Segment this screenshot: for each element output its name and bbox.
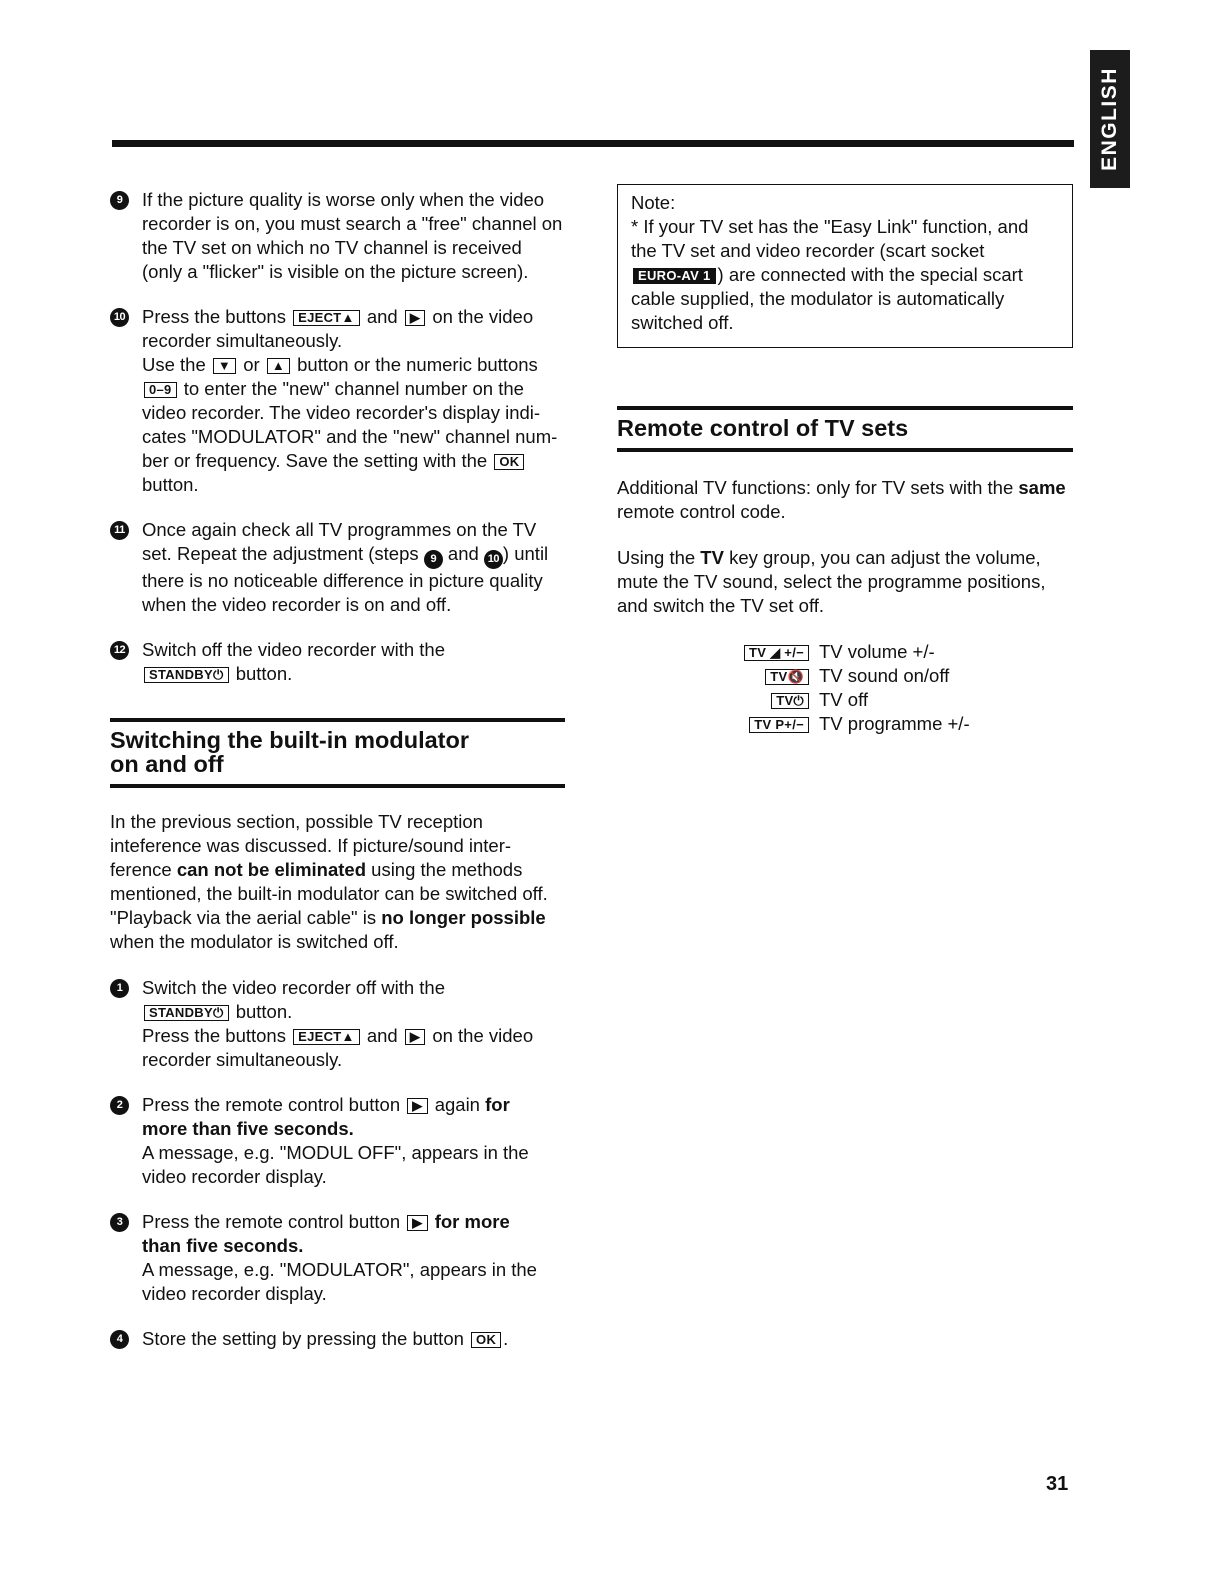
para-text: mentioned, the built-in modulator can be switched off. xyxy=(110,883,548,904)
heading-line: on and off xyxy=(110,751,224,777)
step-number: 9 xyxy=(110,191,129,210)
up-key: ▲ xyxy=(267,358,290,374)
step-number: 11 xyxy=(110,521,129,540)
step-text: video recorder display. xyxy=(142,1283,327,1304)
section-rule xyxy=(110,784,565,788)
section-heading: Remote control of TV sets xyxy=(617,415,909,441)
step-text: Switch the video recorder off with the xyxy=(142,977,446,998)
step-number: 12 xyxy=(110,641,129,660)
step-text: button. xyxy=(235,1001,293,1022)
step-text: Press the buttons xyxy=(142,306,286,327)
language-tab-label: ENGLISH xyxy=(1098,67,1121,171)
euro-av1-key: EURO-AV 1 xyxy=(633,268,716,284)
standby-key: STANDBY⏻ xyxy=(144,667,229,683)
eject-key: EJECT▲ xyxy=(293,1029,360,1045)
para-text: ference xyxy=(110,859,172,880)
standby-key: STANDBY⏻ xyxy=(144,1005,229,1021)
note-text: cable supplied, the modulator is automatically xyxy=(631,288,1005,309)
tv-off-key: TV⏻ xyxy=(771,693,809,709)
remote-key-row xyxy=(689,640,1073,664)
para-text: using the methods xyxy=(371,859,523,880)
remote-key-table xyxy=(689,640,1073,736)
step-text: video recorder display. xyxy=(142,1166,327,1187)
para-text: mute the TV sound, select the programme positions, xyxy=(617,571,1046,592)
step-text: (only a "flicker" is visible on the picture screen). xyxy=(142,261,529,282)
step-text: Press the remote control button xyxy=(142,1094,401,1115)
step-text: Use the xyxy=(142,354,206,375)
step-text: and xyxy=(447,543,479,564)
intro-paragraph xyxy=(110,810,565,954)
tv-programme-key: TV P+/− xyxy=(749,717,809,733)
step-text: video recorder. The video recorder's display indi- xyxy=(142,402,541,423)
step-text: button. xyxy=(142,474,199,495)
remote-key-row xyxy=(689,712,1073,736)
step-2 xyxy=(110,1093,565,1189)
step-bold: for xyxy=(485,1094,510,1115)
remote-key-row xyxy=(689,664,1073,688)
step-text: button. xyxy=(235,663,293,684)
step-text: and xyxy=(366,306,398,327)
step-text: Store the setting by pressing the button xyxy=(142,1328,464,1349)
ok-key: OK xyxy=(471,1332,501,1348)
step-text: recorder simultaneously. xyxy=(142,330,343,351)
remote-key-row xyxy=(689,688,1073,712)
step-text: recorder is on, you must search a "free" channel on xyxy=(142,213,563,234)
play-key: ▶ xyxy=(405,1029,425,1045)
step-text: . xyxy=(503,1328,509,1349)
heading-line: Switching the built-in modulator xyxy=(110,727,469,753)
right-column xyxy=(617,184,1073,736)
step-text: when the video recorder is on and off. xyxy=(142,594,452,615)
note-text: the TV set and video recorder (scart socket xyxy=(631,240,985,261)
tv-mute-key: TV🔇 xyxy=(765,669,809,685)
step-text: again xyxy=(434,1094,480,1115)
para-text: Additional TV functions: only for TV sets with the xyxy=(617,477,1014,498)
tv-keys-paragraph xyxy=(617,546,1073,618)
section-heading xyxy=(110,728,565,776)
remote-key-desc: TV volume +/- xyxy=(819,641,935,662)
para-bold: same xyxy=(1018,477,1066,498)
remote-key-desc: TV off xyxy=(819,689,869,710)
step-text: ber or frequency. Save the setting with the xyxy=(142,450,488,471)
step-text: recorder simultaneously. xyxy=(142,1049,343,1070)
step-text: or xyxy=(243,354,260,375)
remote-key-desc: TV programme +/- xyxy=(819,713,970,734)
step-number: 3 xyxy=(110,1213,129,1232)
ok-key: OK xyxy=(494,454,524,470)
step-number: 1 xyxy=(110,979,129,998)
play-key: ▶ xyxy=(407,1098,427,1114)
step-ref: 9 xyxy=(424,550,443,569)
step-text: and xyxy=(366,1025,398,1046)
step-text: If the picture quality is worse only when the video xyxy=(142,189,545,210)
eject-key: EJECT▲ xyxy=(293,310,360,326)
note-label: Note: xyxy=(631,192,676,213)
note-text: ) are connected with the special scart xyxy=(717,264,1023,285)
step-text: there is no noticeable difference in picture quality xyxy=(142,570,543,591)
step-11 xyxy=(110,518,565,617)
step-text: set. Repeat the adjustment (steps xyxy=(142,543,419,564)
section-rule xyxy=(617,406,1073,410)
play-key: ▶ xyxy=(405,310,425,326)
step-text: A message, e.g. "MODUL OFF", appears in the xyxy=(142,1142,529,1163)
left-column xyxy=(110,188,565,1372)
page-number: 31 xyxy=(1046,1473,1069,1495)
tv-volume-key: TV ◢ +/− xyxy=(744,645,809,661)
play-key: ▶ xyxy=(407,1215,427,1231)
step-text: ) until xyxy=(502,543,549,564)
para-text: key group, you can adjust the volume, xyxy=(729,547,1041,568)
step-bold: more than five seconds. xyxy=(142,1118,354,1139)
step-12 xyxy=(110,638,565,686)
language-tab xyxy=(1090,50,1130,188)
para-text: when the modulator is switched off. xyxy=(110,931,399,952)
step-text: on the video xyxy=(432,1025,534,1046)
step-text: on the video xyxy=(432,306,534,327)
para-text: "Playback via the aerial cable" is xyxy=(110,907,377,928)
step-number: 2 xyxy=(110,1096,129,1115)
step-text: Once again check all TV programmes on the TV xyxy=(142,519,537,540)
step-1 xyxy=(110,976,565,1072)
step-text: Press the buttons xyxy=(142,1025,286,1046)
step-text: A message, e.g. "MODULATOR", appears in the xyxy=(142,1259,537,1280)
step-4 xyxy=(110,1327,565,1351)
step-3 xyxy=(110,1210,565,1306)
remote-key-desc: TV sound on/off xyxy=(819,665,950,686)
note-box xyxy=(617,184,1073,348)
step-text: cates "MODULATOR" and the "new" channel num- xyxy=(142,426,558,447)
step-number: 4 xyxy=(110,1330,129,1349)
step-ref: 10 xyxy=(484,550,503,569)
step-number: 10 xyxy=(110,308,129,327)
step-text: button or the numeric buttons xyxy=(297,354,538,375)
section-rule xyxy=(110,718,565,722)
step-text: to enter the "new" channel number on the xyxy=(183,378,524,399)
para-text: Using the xyxy=(617,547,696,568)
para-text: and switch the TV set off. xyxy=(617,595,825,616)
para-bold: no longer possible xyxy=(381,907,546,928)
step-bold: than five seconds. xyxy=(142,1235,304,1256)
step-bold: for more xyxy=(434,1211,510,1232)
para-bold: can not be eliminated xyxy=(176,859,367,880)
remote-intro-paragraph xyxy=(617,476,1073,524)
numeric-key: 0–9 xyxy=(144,382,177,398)
down-key: ▼ xyxy=(213,358,236,374)
step-text: the TV set on which no TV channel is received xyxy=(142,237,522,258)
step-text: Switch off the video recorder with the xyxy=(142,639,446,660)
para-bold: TV xyxy=(700,547,724,568)
section-rule xyxy=(617,448,1073,452)
step-text: Press the remote control button xyxy=(142,1211,401,1232)
step-10 xyxy=(110,305,565,497)
step-9 xyxy=(110,188,565,284)
para-text: remote control code. xyxy=(617,501,786,522)
para-text: In the previous section, possible TV reception xyxy=(110,811,483,832)
note-text: * If your TV set has the "Easy Link" function, and xyxy=(631,216,1029,237)
top-rule xyxy=(112,140,1074,147)
note-text: switched off. xyxy=(631,312,734,333)
para-text: inteference was discussed. If picture/sound inter- xyxy=(110,835,512,856)
